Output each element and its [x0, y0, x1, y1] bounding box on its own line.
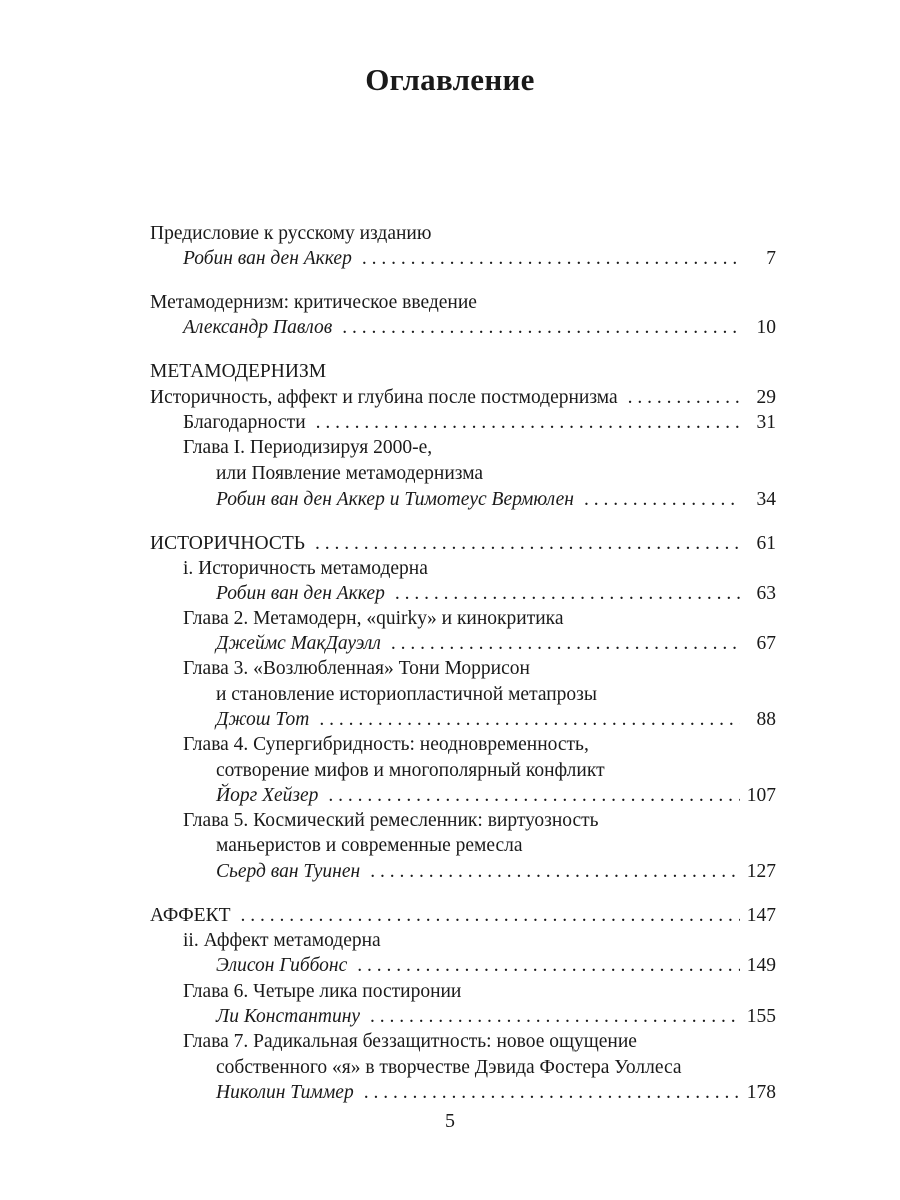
toc-entry [183, 979, 461, 1005]
toc-page-number: 67 [756, 633, 776, 654]
toc-entry-text: Ли Константину [216, 1006, 361, 1027]
toc-page-number: 149 [746, 955, 776, 976]
toc-entry-text: Робин ван ден Аккер и Тимотеус Вермюлен [216, 489, 574, 510]
toc-entry-text: Историчность, аффект и глубина после постмодернизма [150, 387, 618, 408]
toc-page-number: 10 [756, 317, 776, 338]
toc-entry-text: Джеймс МакДауэлл [216, 633, 381, 654]
leader-dots [584, 487, 740, 513]
leader-dots [319, 707, 740, 733]
toc-page-number: 29 [756, 387, 776, 408]
toc-author-line [216, 953, 776, 979]
toc-entry-text: Глава I. Периодизируя 2000-е, [183, 437, 433, 458]
toc-entry [216, 461, 483, 487]
toc-entry-text: Глава 6. Четыре лика постиронии [183, 981, 462, 1002]
toc-entry-text: Глава 5. Космический ремесленник: виртуозность [183, 810, 599, 831]
toc-entry [216, 758, 605, 784]
toc-entry [183, 656, 530, 682]
toc-entry-text: Глава 4. Супергибридность: неодновременность, [183, 734, 589, 755]
leader-dots [628, 385, 740, 411]
toc-entry [183, 928, 381, 954]
leader-dots [391, 631, 740, 657]
toc-page-number: 61 [756, 533, 776, 554]
leader-dots [364, 1080, 740, 1106]
toc-entry-text: Александр Павлов [183, 317, 333, 338]
toc-entry-text: Глава 2. Метамодерн, «quirky» и кинокритика [183, 608, 564, 629]
toc-entry-text: собственного «я» в творчестве Дэвида Фостера Уоллеса [216, 1057, 682, 1078]
toc-page-number: 88 [756, 709, 776, 730]
toc-entry-text: Джош Тот [216, 709, 310, 730]
toc-page-number: 127 [746, 861, 776, 882]
toc-entry-text: Йорг Хейзер [216, 785, 319, 806]
toc-author-line [216, 581, 776, 607]
toc-entry [183, 410, 776, 436]
toc-entry [150, 221, 431, 247]
toc-entry-text: Предисловие к русскому изданию [150, 223, 432, 244]
toc-author-line [183, 246, 776, 272]
toc-entry-text: АФФЕКТ [150, 905, 231, 926]
page-number: 5 [445, 1110, 455, 1132]
toc-entry-text: ИСТОРИЧНОСТЬ [150, 533, 305, 554]
leader-dots [342, 315, 740, 341]
toc-entry [183, 732, 589, 758]
toc-page-number: 107 [746, 785, 776, 806]
leader-dots [315, 531, 740, 557]
toc-author-line [216, 859, 776, 885]
toc-entry-text: Глава 7. Радикальная беззащитность: новое ощущение [183, 1031, 637, 1052]
toc-entry-text: Глава 3. «Возлюбленная» Тони Моррисон [183, 658, 530, 679]
toc-entry [183, 556, 428, 582]
leader-dots [362, 246, 740, 272]
toc-entry-text: сотворение мифов и многополярный конфликт [216, 760, 605, 781]
page-title: Оглавление [365, 62, 535, 97]
toc-entry-text: ii. Аффект метамодерна [183, 930, 381, 951]
leader-dots [357, 953, 740, 979]
toc-page-number: 63 [756, 583, 776, 604]
leader-dots [316, 410, 740, 436]
toc-entry-text: Николин Тиммер [216, 1082, 354, 1103]
toc-entry-text: Сьерд ван Туинен [216, 861, 361, 882]
toc-author-line [216, 1080, 776, 1106]
toc-entry-text: или Появление метамодернизма [216, 463, 484, 484]
toc-entry-text: i. Историчность метамодерна [183, 558, 428, 579]
toc-author-line [183, 315, 776, 341]
toc-entry [183, 1029, 637, 1055]
leader-dots [370, 859, 740, 885]
toc-page-number: 178 [746, 1082, 776, 1103]
toc-page-number: 155 [746, 1006, 776, 1027]
toc-page-number: 31 [756, 412, 776, 433]
toc-entry-text: Робин ван ден Аккер [183, 248, 352, 269]
toc-entry [183, 808, 599, 834]
toc-entry [216, 1055, 682, 1081]
toc-entry [150, 290, 477, 316]
toc-entry-text: и становление историопластичной метапрозы [216, 684, 597, 705]
toc-entry [150, 903, 776, 929]
leader-dots [370, 1004, 740, 1030]
toc-entry [216, 833, 523, 859]
leader-dots [241, 903, 741, 929]
toc-author-line [216, 707, 776, 733]
toc-entry [150, 359, 326, 385]
leader-dots [395, 581, 740, 607]
toc-entry-text: Робин ван ден Аккер [216, 583, 385, 604]
toc-entry [150, 385, 776, 411]
toc-page-number: 34 [756, 489, 776, 510]
toc-entry [183, 606, 564, 632]
toc-entry-text: Благодарности [183, 412, 306, 433]
toc-entry-text: маньеристов и современные ремесла [216, 835, 523, 856]
leader-dots [328, 783, 740, 809]
toc-author-line [216, 783, 776, 809]
toc-page-number: 7 [766, 248, 776, 269]
toc-entry-text: Элисон Гиббонс [216, 955, 348, 976]
toc-entry [183, 435, 432, 461]
toc-entry [150, 531, 776, 557]
toc-author-line [216, 1004, 776, 1030]
toc-page-number: 147 [746, 905, 776, 926]
toc-entry [216, 682, 597, 708]
toc-entry-text: МЕТАМОДЕРНИЗМ [150, 361, 327, 382]
toc-author-line [216, 487, 776, 513]
toc-author-line [216, 631, 776, 657]
toc-entry-text: Метамодернизм: критическое введение [150, 292, 477, 313]
